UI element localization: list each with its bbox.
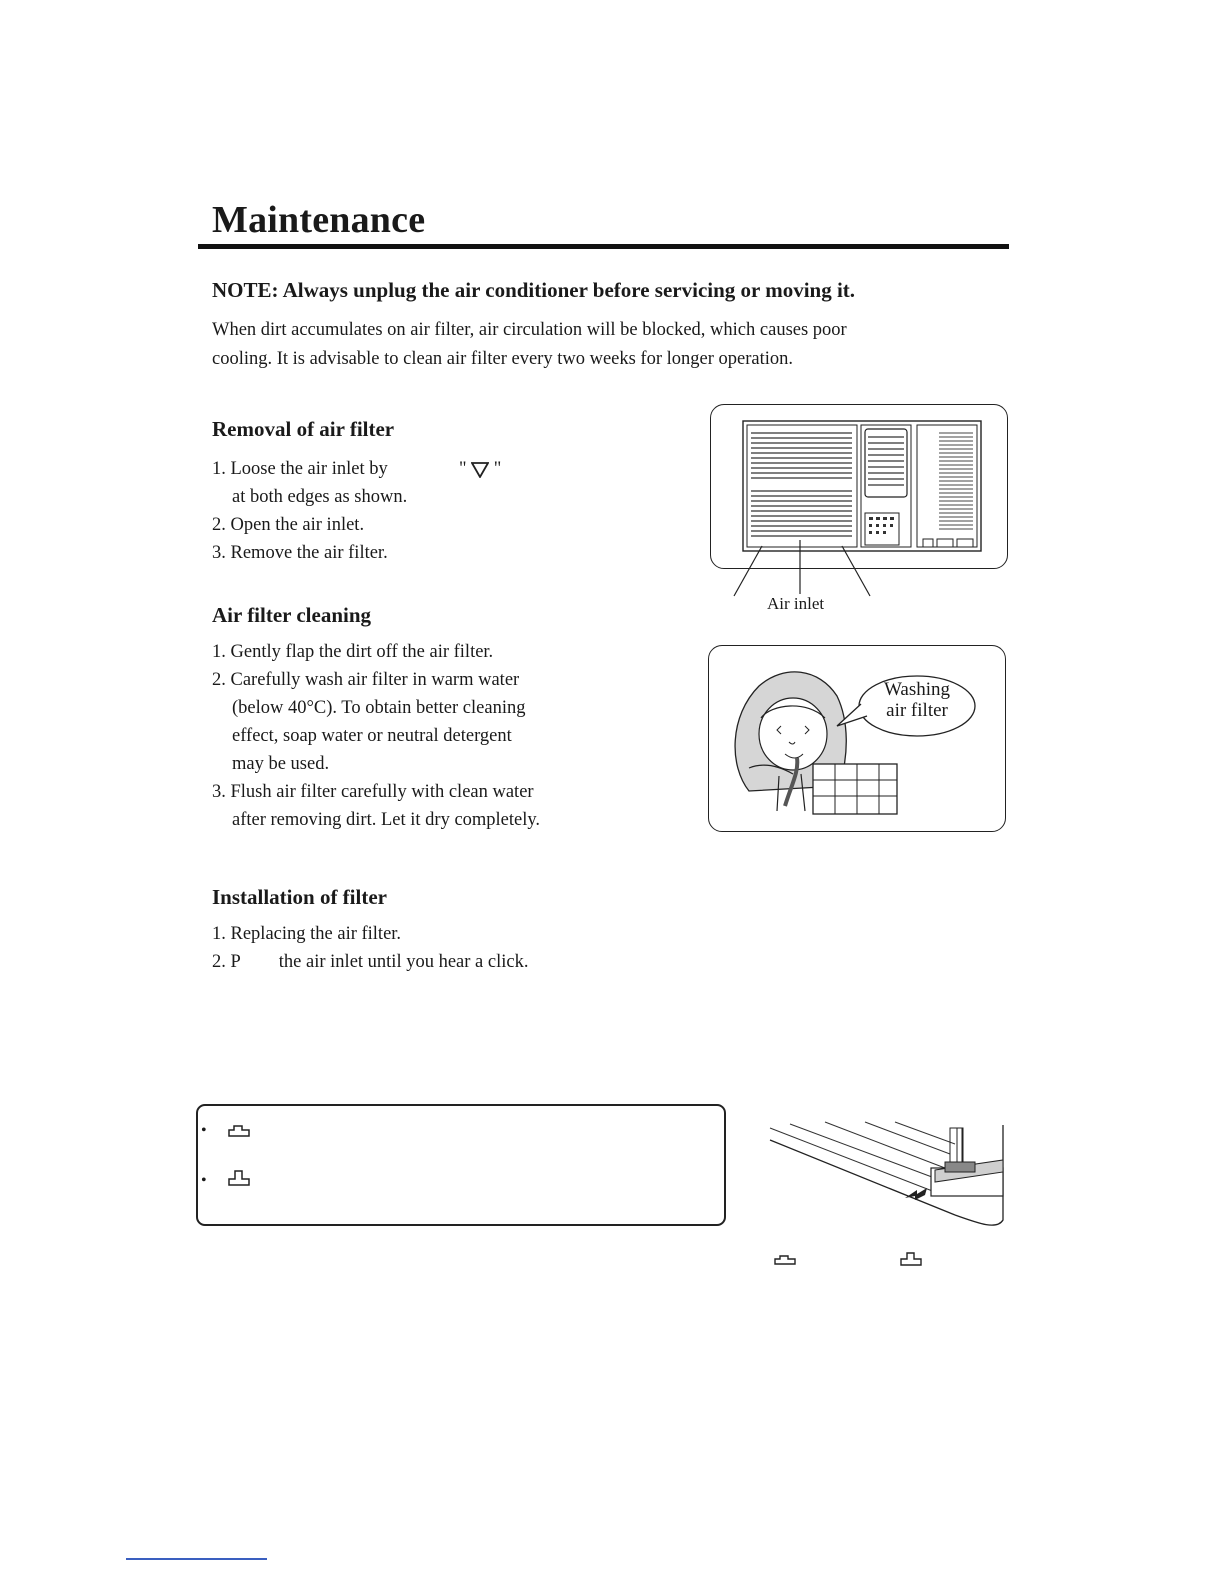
- installation-step-1: 1. Replacing the air filter.: [212, 924, 402, 944]
- removal-step-3: 3. Remove the air filter.: [212, 543, 388, 563]
- removal-step-1: [212, 455, 652, 483]
- air-inlet-label: Air inlet: [767, 594, 825, 613]
- cleaning-step-3-cont: after removing dirt. Let it dry completely.: [232, 810, 541, 830]
- installation-step-2-text: the air inlet until you hear a click.: [278, 952, 529, 972]
- intro-paragraph: [212, 316, 972, 373]
- cleaning-step-1: 1. Gently flap the dirt off the air filter.: [212, 642, 494, 662]
- title-rule: [198, 244, 1009, 249]
- cleaning-step-2-cont-1: (below 40°C). To obtain better cleaning: [232, 698, 526, 718]
- page-title: Maintenance: [212, 199, 426, 241]
- cleaning-step-2-cont-3: may be used.: [232, 754, 330, 774]
- installation-step-2-prefix: 2. P: [212, 952, 241, 972]
- air-inlet-pointer-lines: [700, 540, 900, 600]
- footer-line: [126, 1558, 267, 1560]
- caution-box: [196, 1104, 726, 1226]
- caution-bullet-2: •: [201, 1172, 207, 1189]
- inlet-lock-detail-illustration: [765, 1120, 1010, 1230]
- lock-position-icon: [228, 1169, 250, 1187]
- unlock-position-icon: [228, 1124, 250, 1138]
- girl-washing-filter-illustration: [709, 646, 1005, 831]
- safety-note: NOTE: Always unplug the air conditioner before servicing or moving it.: [212, 278, 856, 302]
- cleaning-step-3: 3. Flush air filter carefully with clean water: [212, 782, 534, 802]
- removal-step-1-text: 1. Loose the air inlet by: [212, 459, 388, 479]
- cleaning-steps: [212, 638, 672, 834]
- bubble-line-1: Washing: [883, 679, 951, 700]
- lock-position-icon-caption: [900, 1251, 922, 1267]
- removal-heading: Removal of air filter: [212, 417, 395, 441]
- speech-bubble-text: [859, 679, 975, 721]
- washing-figure: [708, 645, 1006, 832]
- removal-step-2: 2. Open the air inlet.: [212, 515, 365, 535]
- quote-close: ": [493, 459, 502, 479]
- down-triangle-icon: [471, 462, 489, 478]
- bubble-line-2: air filter: [886, 700, 948, 721]
- installation-step-2: [212, 948, 652, 976]
- installation-steps: [212, 920, 652, 976]
- caution-bullet-1: •: [201, 1122, 207, 1139]
- cleaning-step-2: 2. Carefully wash air filter in warm water: [212, 670, 520, 690]
- intro-line-1: When dirt accumulates on air filter, air circulation will be blocked, which causes poor: [212, 320, 847, 340]
- unlock-position-icon-caption: [774, 1254, 796, 1266]
- installation-heading: Installation of filter: [212, 885, 387, 909]
- removal-steps: [212, 455, 652, 567]
- cleaning-heading: Air filter cleaning: [212, 603, 372, 627]
- quote-open: ": [458, 459, 467, 479]
- cleaning-step-2-cont-2: effect, soap water or neutral detergent: [232, 726, 512, 746]
- removal-step-1-cont: at both edges as shown.: [232, 487, 408, 507]
- intro-line-2: cooling. It is advisable to clean air filter every two weeks for longer operation.: [212, 348, 794, 369]
